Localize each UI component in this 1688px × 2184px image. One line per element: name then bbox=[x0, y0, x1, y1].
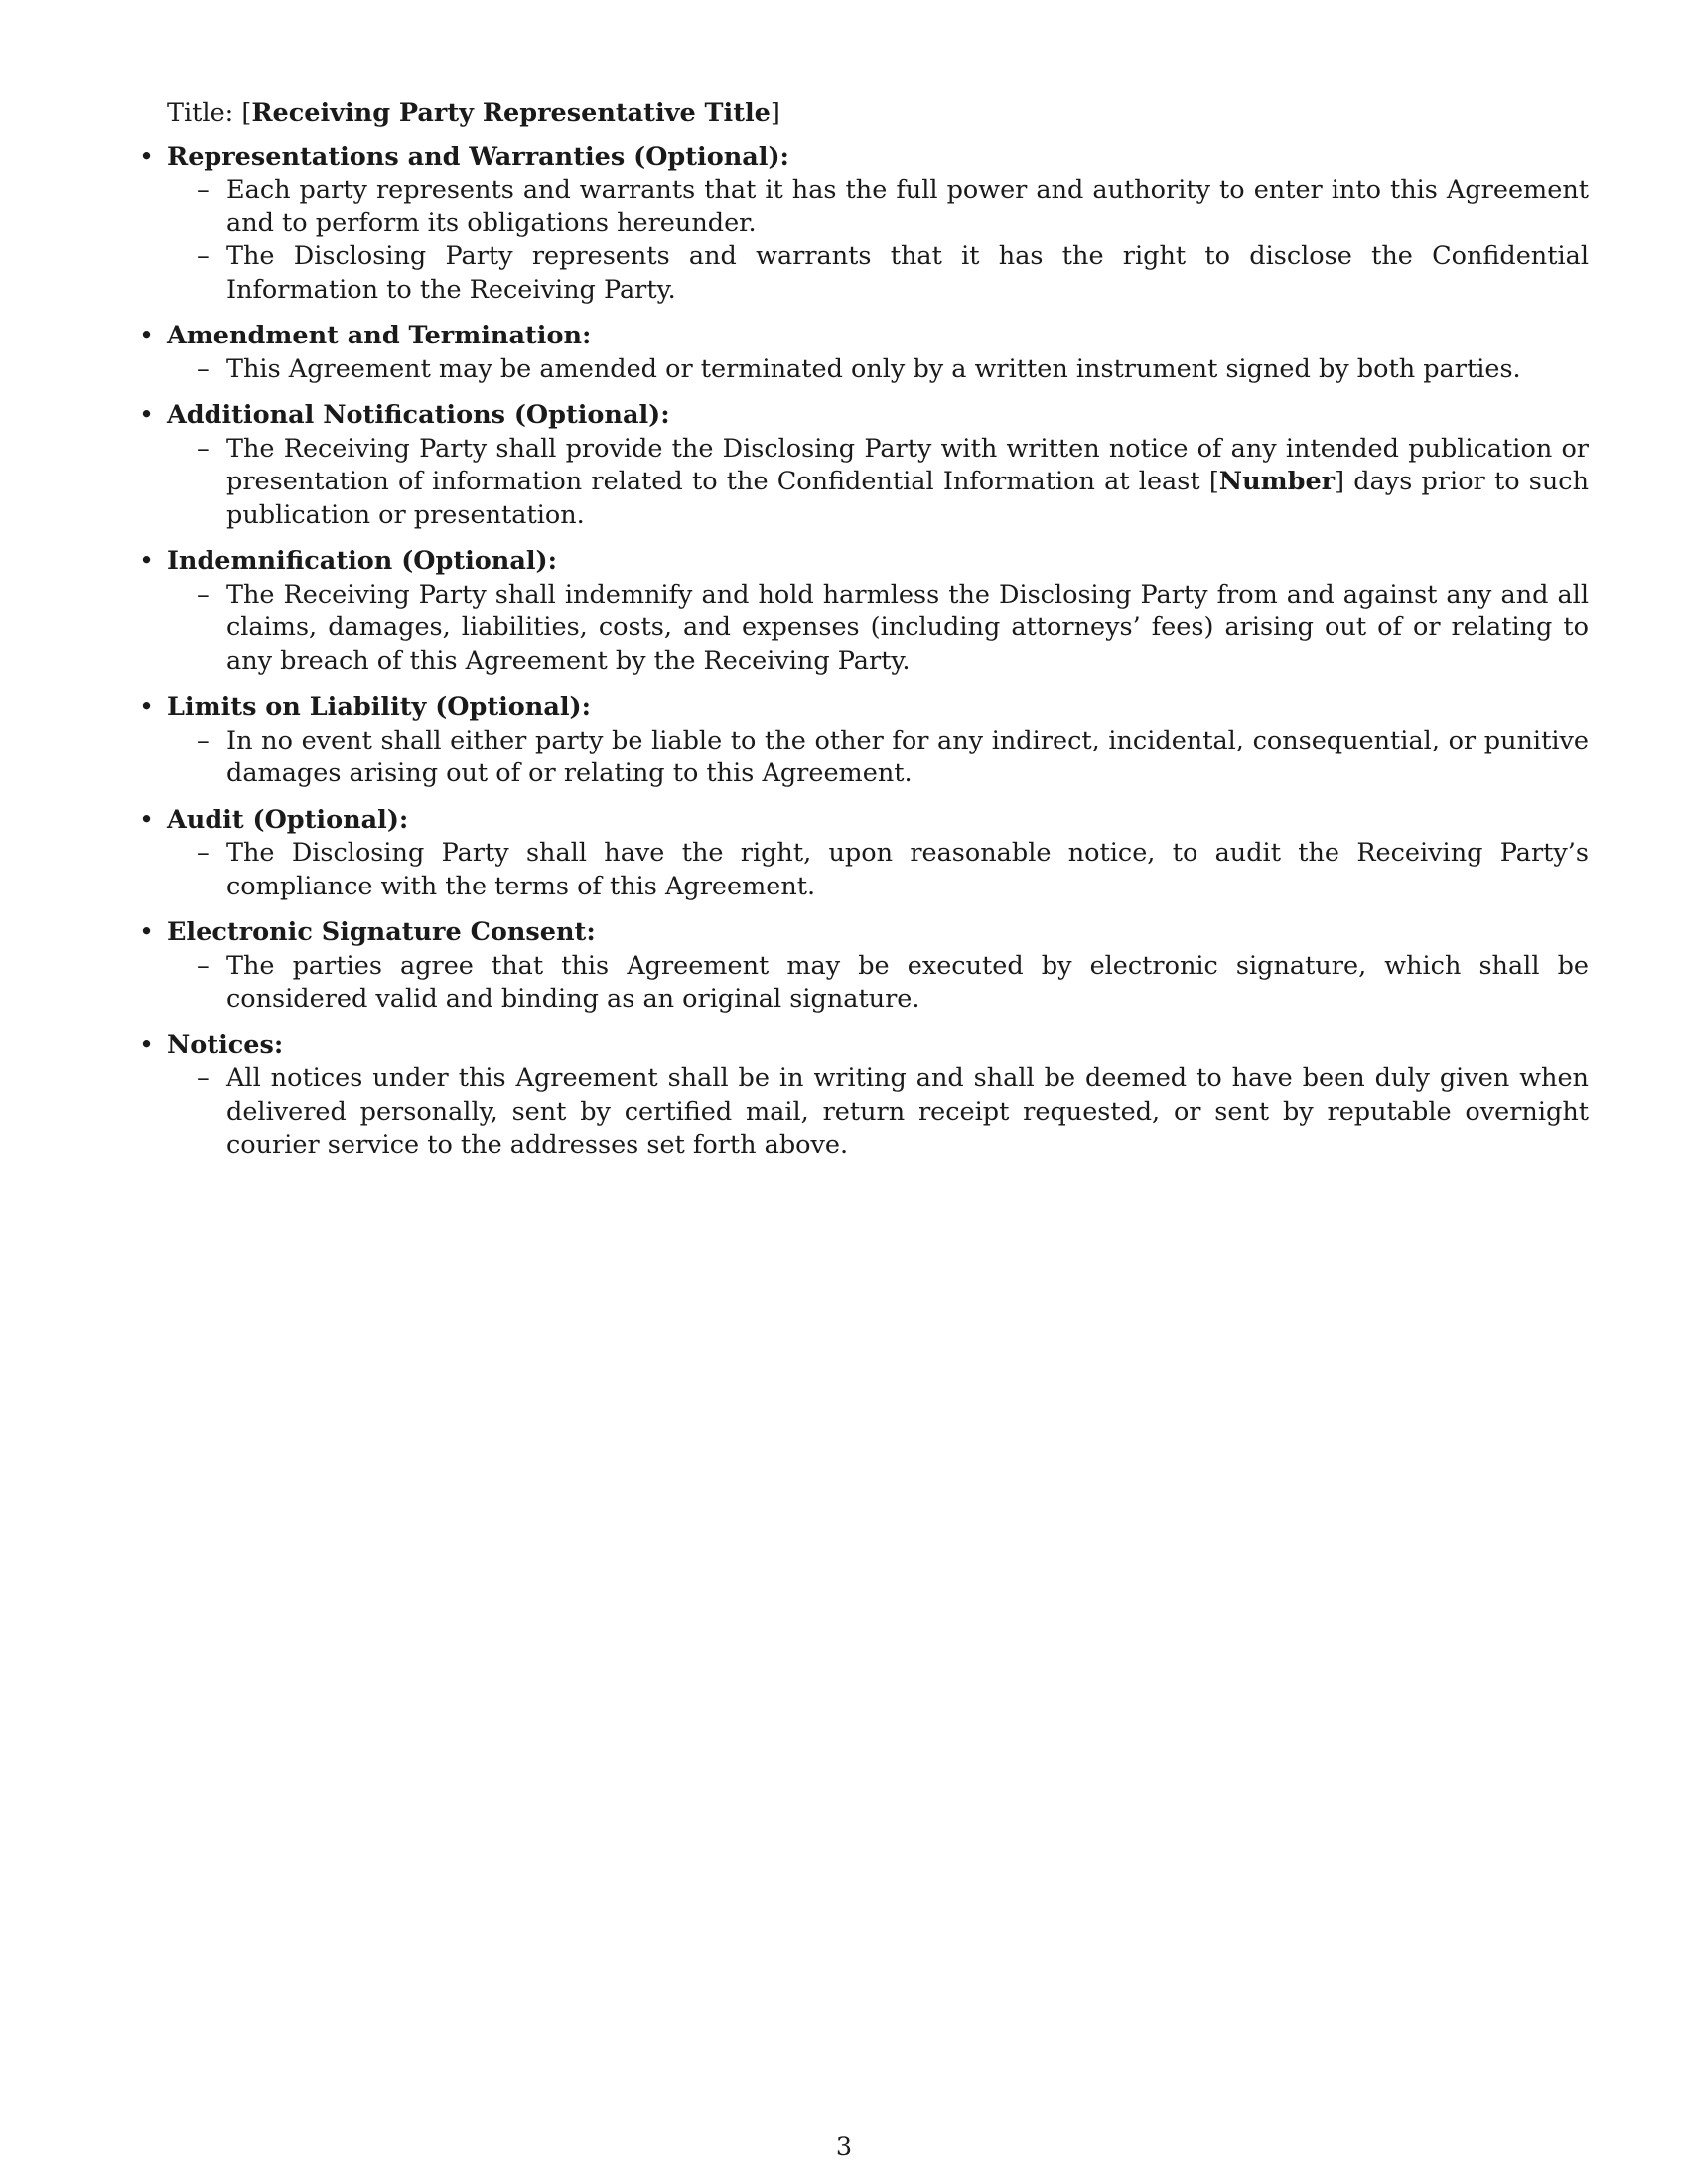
section-heading: Limits on Liability (Optional): bbox=[167, 692, 592, 722]
section-representations-warranties bbox=[139, 141, 1589, 308]
list-item bbox=[197, 725, 1589, 791]
section-items bbox=[167, 1062, 1589, 1162]
list-item-text: In no event shall either party be liable to the other for any indirect, incidental, consequential, or punitive damages arising out of or relating to this Agreement. bbox=[226, 725, 1589, 788]
list-item bbox=[197, 433, 1590, 533]
bullet-icon: • bbox=[139, 321, 155, 350]
bullet-icon: • bbox=[139, 141, 155, 172]
number-placeholder: Number bbox=[1218, 467, 1336, 496]
section-items bbox=[167, 353, 1589, 387]
section-items bbox=[167, 579, 1589, 679]
section-items bbox=[167, 837, 1589, 903]
list-item-text: The parties agree that this Agreement may be executed by electronic signature, which shall be considered valid and binding as an original signature. bbox=[226, 950, 1589, 1014]
list-item bbox=[197, 240, 1589, 307]
section-limits-on-liability bbox=[139, 691, 1589, 791]
title-bracket-open: [ bbox=[241, 98, 252, 128]
section-heading: Audit (Optional): bbox=[167, 804, 409, 835]
dash-icon: – bbox=[197, 579, 210, 610]
list-item-text: The Disclosing Party represents and warrants that it has the right to disclose the Confidential Information to the Receiving Party. bbox=[226, 241, 1589, 305]
section-list bbox=[139, 141, 1590, 1162]
list-item bbox=[197, 579, 1589, 679]
section-heading: Additional Notifications (Optional): bbox=[167, 400, 670, 430]
section-heading: Representations and Warranties (Optional): bbox=[167, 141, 789, 172]
section-additional-notifications bbox=[139, 399, 1590, 532]
dash-icon: – bbox=[197, 353, 210, 384]
list-item bbox=[197, 174, 1589, 240]
section-notices bbox=[139, 1029, 1589, 1162]
bullet-icon: • bbox=[139, 546, 155, 576]
section-heading: Electronic Signature Consent: bbox=[167, 917, 596, 947]
dash-icon: – bbox=[197, 725, 210, 755]
list-item-text: Each party represents and warrants that it has the full power and authority to enter into this Agreement and to perform its obligations hereunder. bbox=[226, 175, 1589, 238]
dash-icon: – bbox=[197, 241, 210, 271]
bullet-icon: • bbox=[139, 804, 155, 835]
document-body bbox=[139, 97, 1590, 1175]
title-label: Title: bbox=[167, 98, 242, 128]
list-item-text-after: ] days prior to such publication or presentation. bbox=[226, 467, 1590, 530]
representative-title-line bbox=[167, 97, 1589, 131]
title-bracket-close: ] bbox=[770, 98, 780, 128]
section-items bbox=[167, 725, 1589, 791]
list-item bbox=[197, 1062, 1589, 1162]
section-heading: Indemnification (Optional): bbox=[167, 546, 558, 576]
section-items bbox=[167, 950, 1589, 1017]
list-item-text: This Agreement may be amended or terminated only by a written instrument signed by both parties. bbox=[226, 353, 1521, 384]
dash-icon: – bbox=[197, 950, 210, 981]
list-item-text-before: The Receiving Party shall provide the Disclosing Party with written notice of any intended publication or presentation of information related to the Confidential Information at least [ bbox=[226, 433, 1589, 496]
section-audit bbox=[139, 804, 1589, 904]
dash-icon: – bbox=[197, 1063, 210, 1093]
bullet-icon: • bbox=[139, 400, 155, 430]
list-item-text: All notices under this Agreement shall be in writing and shall be deemed to have been duly given when delivered personally, sent by certified mail, return receipt requested, or sent by reputable overnight courier service to the addresses set forth above. bbox=[226, 1063, 1589, 1160]
list-item bbox=[197, 353, 1589, 387]
dash-icon: – bbox=[197, 175, 210, 205]
dash-icon: – bbox=[197, 433, 210, 464]
bullet-icon: • bbox=[139, 917, 155, 947]
section-electronic-signature-consent bbox=[139, 916, 1589, 1017]
list-item bbox=[197, 837, 1589, 903]
section-indemnification bbox=[139, 545, 1589, 678]
bullet-icon: • bbox=[139, 1029, 155, 1060]
section-heading: Notices: bbox=[167, 1029, 284, 1060]
list-item-text: The Receiving Party shall indemnify and hold harmless the Disclosing Party from and against any and all claims, damages, liabilities, costs, and expenses (including attorneys’ fees) arising out of or relating to any breach of this Agreement by the Receiving Party. bbox=[226, 579, 1589, 676]
section-items bbox=[167, 174, 1589, 307]
section-heading: Amendment and Termination: bbox=[167, 321, 592, 350]
list-item-text: The Disclosing Party shall have the right, upon reasonable notice, to audit the Receiving Party’s compliance with the terms of this Agreement. bbox=[226, 838, 1589, 901]
list-item bbox=[197, 950, 1589, 1017]
bullet-icon: • bbox=[139, 692, 155, 722]
dash-icon: – bbox=[197, 838, 210, 868]
title-placeholder: Receiving Party Representative Title bbox=[251, 98, 771, 128]
section-amendment-termination bbox=[139, 320, 1589, 386]
section-items bbox=[167, 433, 1589, 533]
page-number: 3 bbox=[835, 2132, 853, 2162]
